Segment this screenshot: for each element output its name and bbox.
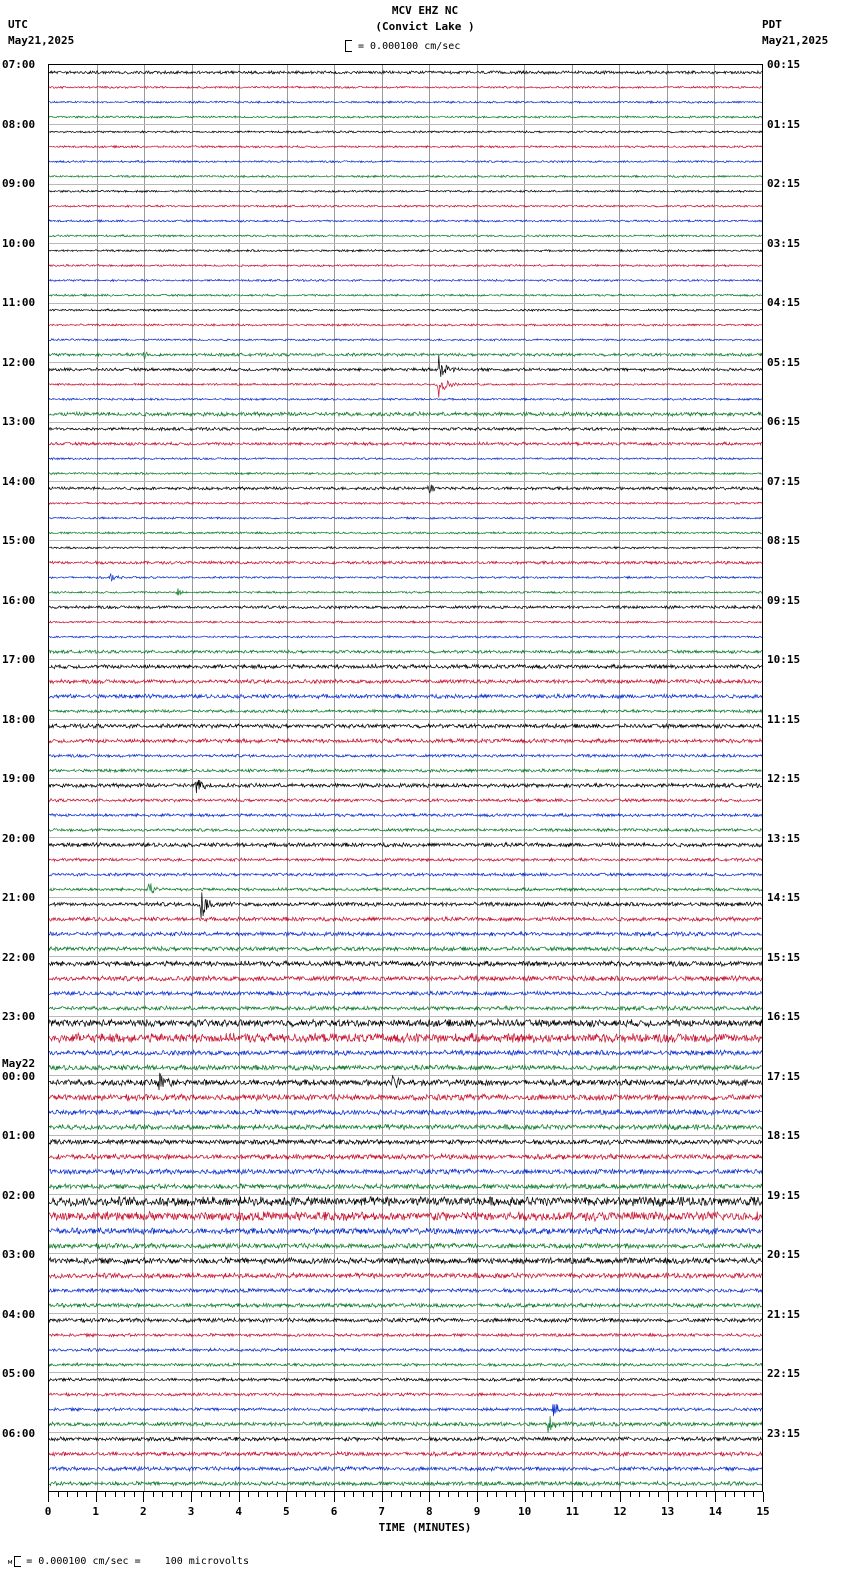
utc-hour-label: 11:00 bbox=[2, 296, 36, 309]
trace-line bbox=[49, 892, 762, 918]
trace-line bbox=[49, 947, 762, 952]
trace-line bbox=[49, 458, 762, 460]
x-axis-ticks bbox=[48, 1492, 764, 1504]
trace-line bbox=[49, 1006, 762, 1010]
trace-line bbox=[49, 1184, 762, 1190]
trace-line bbox=[49, 1363, 762, 1366]
trace-line bbox=[49, 961, 762, 967]
trace-line bbox=[49, 883, 762, 892]
seismogram-canvas bbox=[49, 65, 762, 1491]
utc-hour-label: 14:00 bbox=[2, 474, 36, 488]
trace-line bbox=[49, 175, 762, 177]
trace-line bbox=[49, 1273, 762, 1279]
trace-line bbox=[49, 1437, 762, 1441]
trace-line bbox=[49, 1139, 762, 1144]
utc-date-label: May21,2025 bbox=[8, 34, 75, 47]
trace-line bbox=[49, 220, 762, 222]
scale-legend bbox=[345, 40, 460, 52]
pdt-hour-label: 00:15 bbox=[767, 58, 801, 71]
trace-line bbox=[49, 517, 762, 519]
trace-line bbox=[49, 754, 762, 757]
trace-line bbox=[49, 991, 762, 995]
trace-line bbox=[49, 588, 762, 595]
trace-line bbox=[49, 205, 762, 207]
trace-line bbox=[49, 636, 762, 638]
trace-line bbox=[49, 1348, 762, 1351]
x-axis-tick-label: 7 bbox=[378, 1505, 385, 1518]
trace-line bbox=[49, 309, 762, 311]
trace-line bbox=[49, 442, 762, 445]
utc-hour-label: 15:00 bbox=[2, 534, 36, 547]
utc-hour-label: 07:00 bbox=[2, 58, 36, 71]
trace-line bbox=[49, 1197, 762, 1207]
trace-line bbox=[49, 799, 762, 802]
trace-line bbox=[49, 561, 762, 564]
trace-line bbox=[49, 294, 762, 296]
x-axis-tick-label: 5 bbox=[283, 1505, 290, 1518]
pdt-hour-label: 17:15 bbox=[767, 1069, 801, 1083]
trace-line bbox=[49, 279, 762, 281]
trace-line bbox=[49, 606, 762, 609]
trace-line bbox=[49, 650, 762, 653]
pdt-hour-label: 18:15 bbox=[767, 1129, 801, 1142]
trace-line bbox=[49, 1333, 762, 1336]
trace-line bbox=[49, 828, 762, 831]
trace-line bbox=[49, 1033, 762, 1043]
trace-line bbox=[49, 86, 762, 88]
pdt-hour-label: 16:15 bbox=[767, 1010, 801, 1023]
trace-line bbox=[49, 1257, 762, 1264]
scale-bar-icon bbox=[345, 40, 353, 52]
pdt-hour-label: 19:15 bbox=[767, 1188, 801, 1202]
trace-line bbox=[49, 71, 762, 74]
utc-hour-label: 01:00 bbox=[2, 1129, 36, 1142]
trace-line bbox=[49, 574, 762, 581]
trace-line bbox=[49, 1094, 762, 1101]
trace-line bbox=[49, 1124, 762, 1130]
utc-hour-label: 04:00 bbox=[2, 1307, 36, 1321]
pdt-hour-label: 22:15 bbox=[767, 1367, 801, 1380]
trace-line bbox=[49, 398, 762, 400]
utc-hour-label: 03:00 bbox=[2, 1248, 36, 1261]
trace-line bbox=[49, 1452, 762, 1456]
x-axis-tick-label: 13 bbox=[661, 1505, 675, 1518]
trace-line bbox=[49, 843, 762, 848]
footer-prefix: м bbox=[8, 1557, 13, 1566]
footer-scale-note bbox=[8, 1556, 249, 1567]
trace-line bbox=[49, 1393, 762, 1396]
trace-line bbox=[49, 858, 762, 861]
trace-line bbox=[49, 1404, 762, 1416]
pdt-hour-label: 03:15 bbox=[767, 236, 801, 250]
trace-line bbox=[49, 532, 762, 534]
footer-text: = 0.000100 cm/sec = 100 microvolts bbox=[26, 1556, 249, 1567]
pdt-hour-label: 11:15 bbox=[767, 712, 801, 726]
trace-line bbox=[49, 235, 762, 237]
seismogram-plot bbox=[48, 64, 763, 1492]
utc-hour-label: 02:00 bbox=[2, 1188, 36, 1202]
pdt-hour-label: 14:15 bbox=[767, 891, 801, 904]
pdt-date-label: May21,2025 bbox=[762, 34, 829, 47]
trace-line bbox=[49, 769, 762, 772]
pdt-hour-label: 02:15 bbox=[767, 177, 801, 190]
trace-line bbox=[49, 339, 762, 341]
trace-line bbox=[49, 724, 762, 729]
x-axis-tick-label: 2 bbox=[140, 1505, 147, 1518]
trace-line bbox=[49, 679, 762, 683]
utc-hour-label: 18:00 bbox=[2, 712, 36, 726]
trace-line bbox=[49, 694, 762, 698]
chart-subtitle: (Convict Lake ) bbox=[375, 20, 475, 33]
trace-line bbox=[49, 472, 762, 474]
trace-line bbox=[49, 1481, 762, 1485]
pdt-hour-label: 15:15 bbox=[767, 950, 801, 964]
x-axis-tick-label: 1 bbox=[92, 1505, 99, 1518]
utc-hour-label: 20:00 bbox=[2, 831, 36, 845]
pdt-hour-label: 23:15 bbox=[767, 1426, 801, 1440]
trace-line bbox=[49, 190, 762, 192]
trace-line bbox=[49, 324, 762, 326]
trace-line bbox=[49, 1318, 762, 1322]
trace-line bbox=[49, 381, 762, 398]
pdt-hour-label: 10:15 bbox=[767, 653, 801, 666]
grid-lines bbox=[49, 65, 762, 1491]
trace-line bbox=[49, 1228, 762, 1234]
trace-line bbox=[49, 250, 762, 252]
trace-line bbox=[49, 1243, 762, 1248]
x-axis-tick-label: 12 bbox=[613, 1505, 627, 1518]
x-axis-tick-label: 4 bbox=[235, 1505, 242, 1518]
utc-hour-label: 22:00 bbox=[2, 950, 36, 964]
x-axis-tick-label: 8 bbox=[426, 1505, 433, 1518]
trace-line bbox=[49, 710, 762, 713]
trace-line bbox=[49, 547, 762, 549]
x-axis-title: TIME (MINUTES) bbox=[378, 1521, 472, 1534]
x-axis-tick-label: 14 bbox=[708, 1505, 722, 1518]
pdt-hour-label: 09:15 bbox=[767, 593, 801, 607]
pdt-hour-label: 08:15 bbox=[767, 534, 801, 547]
scale-legend-text: = 0.000100 cm/sec bbox=[358, 40, 461, 52]
trace-line bbox=[49, 814, 762, 817]
utc-hour-label: 23:00 bbox=[2, 1010, 36, 1023]
footer-scale-bar-icon bbox=[14, 1556, 22, 1567]
trace-line bbox=[49, 1288, 762, 1292]
trace-line bbox=[49, 621, 762, 623]
trace-line bbox=[49, 146, 762, 148]
trace-line bbox=[49, 1416, 762, 1432]
utc-hour-label: 00:00 bbox=[2, 1069, 36, 1083]
utc-hour-label: 13:00 bbox=[2, 415, 36, 428]
utc-hour-label: 19:00 bbox=[2, 772, 36, 785]
x-axis-tick-label: 10 bbox=[518, 1505, 532, 1518]
trace-line bbox=[49, 780, 762, 793]
pdt-hour-label: 20:15 bbox=[767, 1248, 801, 1261]
pdt-hour-label: 05:15 bbox=[767, 355, 801, 369]
trace-line bbox=[49, 917, 762, 921]
pdt-hour-label: 21:15 bbox=[767, 1307, 801, 1321]
trace-line bbox=[49, 932, 762, 936]
trace-line bbox=[49, 427, 762, 430]
trace-line bbox=[49, 352, 762, 359]
x-axis-tick-label: 6 bbox=[330, 1505, 338, 1518]
x-axis-tick-label: 0 bbox=[44, 1505, 52, 1518]
x-axis-tick-label: 9 bbox=[473, 1505, 481, 1518]
x-axis-tick-label: 11 bbox=[565, 1505, 579, 1518]
pdt-timezone-label: PDT bbox=[762, 18, 782, 31]
trace-line bbox=[49, 873, 762, 876]
utc-hour-label: 16:00 bbox=[2, 593, 36, 607]
trace-line bbox=[49, 1169, 762, 1175]
trace-line bbox=[49, 739, 762, 744]
utc-hour-label: 12:00 bbox=[2, 355, 36, 369]
trace-line bbox=[49, 412, 762, 417]
utc-hour-label: 17:00 bbox=[2, 653, 36, 666]
x-axis-tick-label: 15 bbox=[756, 1505, 770, 1518]
trace-line bbox=[49, 355, 762, 377]
trace-line bbox=[49, 976, 762, 982]
trace-line bbox=[49, 131, 762, 133]
trace-line bbox=[49, 1154, 762, 1159]
utc-hour-label: May22 bbox=[2, 1056, 36, 1070]
utc-hour-label: 21:00 bbox=[2, 891, 36, 904]
utc-hour-label: 08:00 bbox=[2, 117, 36, 131]
trace-line bbox=[49, 664, 762, 668]
trace-line bbox=[49, 1303, 762, 1307]
trace-line bbox=[49, 101, 762, 103]
trace-line bbox=[49, 502, 762, 504]
pdt-hour-label: 04:15 bbox=[767, 296, 801, 309]
pdt-hour-label: 12:15 bbox=[767, 772, 801, 785]
pdt-hour-label: 07:15 bbox=[767, 474, 801, 488]
utc-hour-label: 09:00 bbox=[2, 177, 36, 190]
pdt-hour-label: 01:15 bbox=[767, 117, 801, 131]
trace-line bbox=[49, 1467, 762, 1471]
utc-timezone-label: UTC bbox=[8, 18, 28, 31]
trace-line bbox=[49, 1050, 762, 1056]
trace-line bbox=[49, 161, 762, 163]
trace-line bbox=[49, 1110, 762, 1116]
utc-hour-label: 10:00 bbox=[2, 236, 36, 250]
utc-hour-label: 05:00 bbox=[2, 1367, 36, 1380]
utc-hour-label: 06:00 bbox=[2, 1426, 36, 1440]
trace-line bbox=[49, 116, 762, 118]
trace-line bbox=[49, 1019, 762, 1027]
pdt-hour-label: 13:15 bbox=[767, 831, 801, 845]
trace-line bbox=[49, 1211, 762, 1221]
x-axis-tick-label: 3 bbox=[187, 1505, 195, 1518]
trace-line bbox=[49, 1065, 762, 1070]
trace-line bbox=[49, 1378, 762, 1381]
trace-line bbox=[49, 264, 762, 266]
trace-line bbox=[49, 485, 762, 493]
chart-title: MCV EHZ NC bbox=[391, 4, 459, 17]
pdt-hour-label: 06:15 bbox=[767, 415, 801, 428]
